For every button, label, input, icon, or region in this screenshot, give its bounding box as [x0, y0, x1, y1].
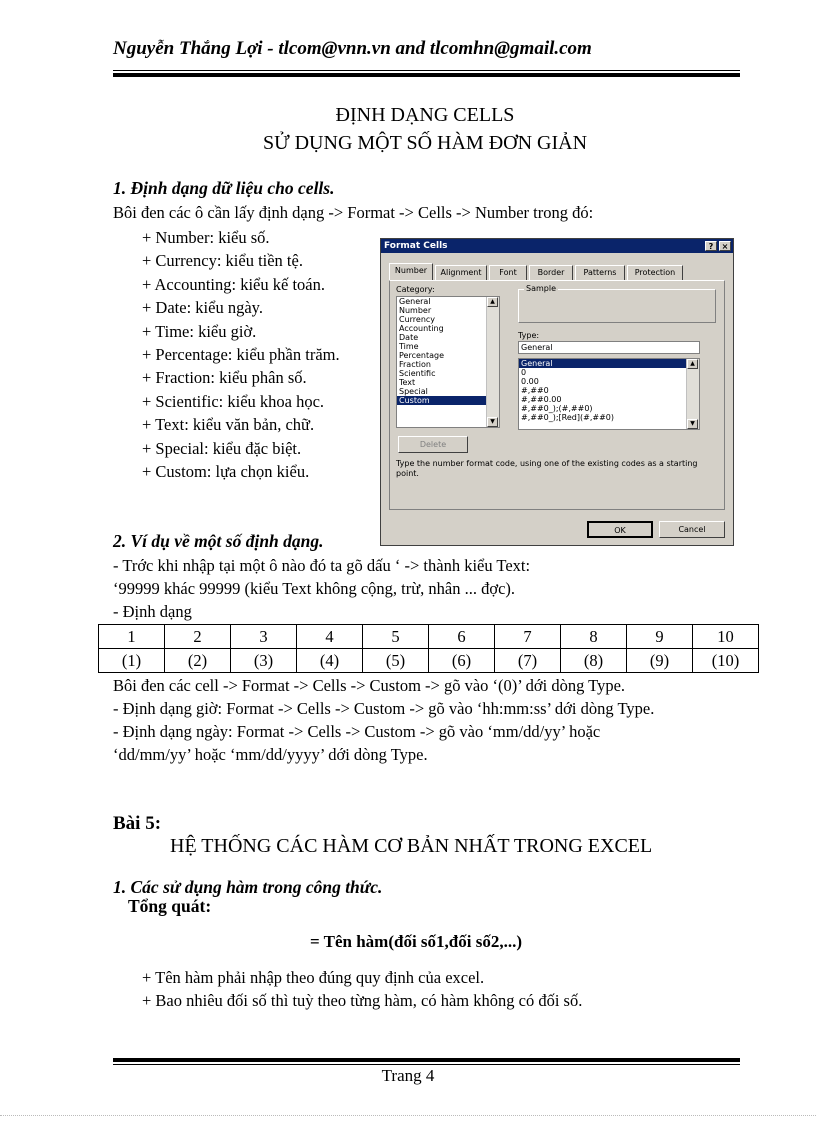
help-button[interactable]: ?: [705, 241, 717, 251]
category-item[interactable]: Fraction: [399, 360, 431, 369]
list-item: + Number: kiểu số.: [142, 228, 270, 247]
general-label: Tổng quát:: [128, 896, 212, 916]
category-listbox[interactable]: [396, 296, 500, 428]
table-cell: 1: [99, 625, 165, 649]
body-line: ‘dd/mm/yy’ hoặc ‘mm/dd/yyyy’ dới dòng Type.: [113, 745, 428, 764]
number-format-list: [142, 226, 340, 483]
list-item: + Percentage: kiểu phần trăm.: [142, 345, 340, 365]
table-cell: (5): [363, 649, 429, 673]
category-item[interactable]: Date: [399, 333, 419, 342]
scroll-down-icon[interactable]: ▼: [487, 417, 498, 427]
table-cell: (10): [693, 649, 759, 673]
list-item: + Date: kiểu ngày.: [142, 298, 263, 318]
category-item[interactable]: Number: [399, 306, 432, 315]
body-line: Bôi đen các cell -> Format -> Cells -> Custom -> gõ vào ‘(0)’ dới dòng Type.: [113, 676, 626, 695]
ok-button[interactable]: OK: [587, 521, 653, 538]
category-item[interactable]: Special: [399, 387, 428, 396]
table-cell: (9): [627, 649, 693, 673]
sample-label: Sample: [526, 284, 556, 293]
table-cell: 8: [561, 625, 627, 649]
body-line: - Định dạng giờ: Format -> Cells -> Custom -> gõ vào ‘hh:mm:ss’ dới dòng Type.: [113, 699, 655, 718]
type-item[interactable]: 0: [521, 368, 527, 377]
section2-line: - Định dạng: [113, 602, 192, 621]
body-line: - Định dạng ngày: Format -> Cells -> Custom -> gõ vào ‘mm/dd/yy’ hoặc: [113, 722, 601, 741]
type-label: Type:: [518, 331, 540, 340]
table-cell: (8): [561, 649, 627, 673]
category-item[interactable]: General: [399, 297, 431, 306]
category-item[interactable]: Accounting: [399, 324, 444, 333]
table-cell: (1): [99, 649, 165, 673]
page-title-line1: ĐỊNH DẠNG CELLS: [335, 104, 515, 126]
dialog-titlebar: [381, 239, 733, 253]
table-cell: 2: [165, 625, 231, 649]
table-cell: 5: [363, 625, 429, 649]
section2-line: ‘99999 khác 99999 (kiểu Text không cộng, trừ, nhân ... đợc).: [113, 579, 516, 598]
category-item-selected[interactable]: Custom: [397, 396, 499, 405]
scroll-down-icon[interactable]: ▼: [687, 419, 698, 429]
section1-intro: Bôi đen các ô cần lấy định dạng -> Format -> Cells -> Number trong đó:: [113, 203, 594, 222]
table-cell: 3: [231, 625, 297, 649]
category-item[interactable]: Percentage: [399, 351, 445, 360]
lesson-title: HỆ THỐNG CÁC HÀM CƠ BẢN NHẤT TRONG EXCEL: [170, 835, 653, 857]
tab-number[interactable]: Number: [389, 263, 433, 280]
type-listbox[interactable]: [518, 358, 700, 430]
header-rule-thick: [113, 73, 740, 77]
list-item: + Time: kiểu giờ.: [142, 321, 257, 341]
table-cell: 9: [627, 625, 693, 649]
lesson-label: Bài 5:: [113, 813, 162, 834]
type-item[interactable]: #,##0: [521, 386, 549, 395]
list-item: + Bao nhiêu đối số thì tuỳ theo từng hàm, có hàm không có đối số.: [142, 991, 583, 1010]
type-item[interactable]: 0.00: [521, 377, 539, 386]
category-item[interactable]: Scientific: [399, 369, 436, 378]
dialog-description: Type the number format code, using one of the existing codes as a starting point.: [396, 459, 698, 478]
scroll-up-icon[interactable]: ▲: [687, 359, 698, 369]
section2-line: - Trớc khi nhập tại một ô nào đó ta gõ dấu ‘ -> thành kiểu Text:: [113, 556, 531, 575]
list-item: + Tên hàm phải nhập theo đúng quy định của excel.: [142, 968, 485, 987]
table-cell: 6: [429, 625, 495, 649]
table-row: [99, 625, 759, 649]
table-cell: (6): [429, 649, 495, 673]
tab-border[interactable]: Border: [529, 265, 573, 280]
scroll-up-icon[interactable]: ▲: [487, 297, 498, 307]
delete-button[interactable]: Delete: [398, 436, 468, 453]
list-item: + Custom: lựa chọn kiểu.: [142, 462, 310, 482]
cancel-button[interactable]: Cancel: [659, 521, 725, 538]
type-item[interactable]: #,##0_);[Red](#,##0): [521, 413, 614, 422]
format-cells-dialog: [380, 238, 734, 546]
tab-protection[interactable]: Protection: [627, 265, 683, 280]
sample-group: [518, 289, 716, 323]
table-cell: 10: [693, 625, 759, 649]
section1-heading: 1. Định dạng dữ liệu cho cells.: [113, 178, 335, 198]
table-cell: 7: [495, 625, 561, 649]
page-header: Nguyễn Thắng Lợi - tlcom@vnn.vn and tlcomhn@gmail.com: [113, 38, 592, 59]
type-scrollbar[interactable]: [686, 359, 699, 429]
section3-heading: 1. Các sử dụng hàm trong công thức.: [113, 877, 383, 897]
footer-rule-thin: [113, 1064, 740, 1065]
section2-heading: 2. Ví dụ về một số định dạng.: [113, 531, 324, 551]
number-tab-panel: [389, 280, 725, 510]
type-item[interactable]: #,##0_);(#,##0): [521, 404, 593, 413]
tab-alignment[interactable]: Alignment: [435, 265, 487, 280]
table-cell: (3): [231, 649, 297, 673]
type-input[interactable]: General: [518, 341, 700, 354]
tab-font[interactable]: Font: [489, 265, 527, 280]
category-item[interactable]: Currency: [399, 315, 436, 324]
list-item: + Text: kiểu văn bản, chữ.: [142, 415, 315, 435]
list-item: + Accounting: kiểu kế toán.: [142, 274, 325, 294]
list-item: + Fraction: kiểu phân số.: [142, 368, 307, 388]
page-number: Trang 4: [381, 1066, 435, 1085]
list-item: + Special: kiểu đặc biệt.: [142, 438, 302, 458]
table-cell: 4: [297, 625, 363, 649]
category-scrollbar[interactable]: [486, 297, 499, 427]
close-button[interactable]: ×: [719, 241, 731, 251]
dialog-title: Format Cells: [384, 241, 448, 251]
format-example-table: [98, 624, 759, 673]
table-row: [99, 649, 759, 673]
formula: = Tên hàm(đối số1,đối số2,...): [310, 932, 522, 951]
category-item[interactable]: Text: [399, 378, 416, 387]
footer-rule-thick: [113, 1058, 740, 1062]
page-edge: [0, 1115, 816, 1116]
category-label: Category:: [396, 285, 435, 294]
category-item[interactable]: Time: [399, 342, 419, 351]
list-item: + Scientific: kiểu khoa học.: [142, 391, 325, 411]
list-item: + Currency: kiểu tiền tệ.: [142, 251, 303, 271]
tab-patterns[interactable]: Patterns: [575, 265, 625, 280]
type-item[interactable]: #,##0.00: [521, 395, 562, 404]
table-cell: (7): [495, 649, 561, 673]
table-cell: (4): [297, 649, 363, 673]
type-item-selected[interactable]: General: [519, 359, 699, 368]
table-cell: (2): [165, 649, 231, 673]
page-title-line2: SỬ DỤNG MỘT SỐ HÀM ĐƠN GIẢN: [262, 132, 588, 154]
header-rule-thin: [113, 70, 740, 71]
